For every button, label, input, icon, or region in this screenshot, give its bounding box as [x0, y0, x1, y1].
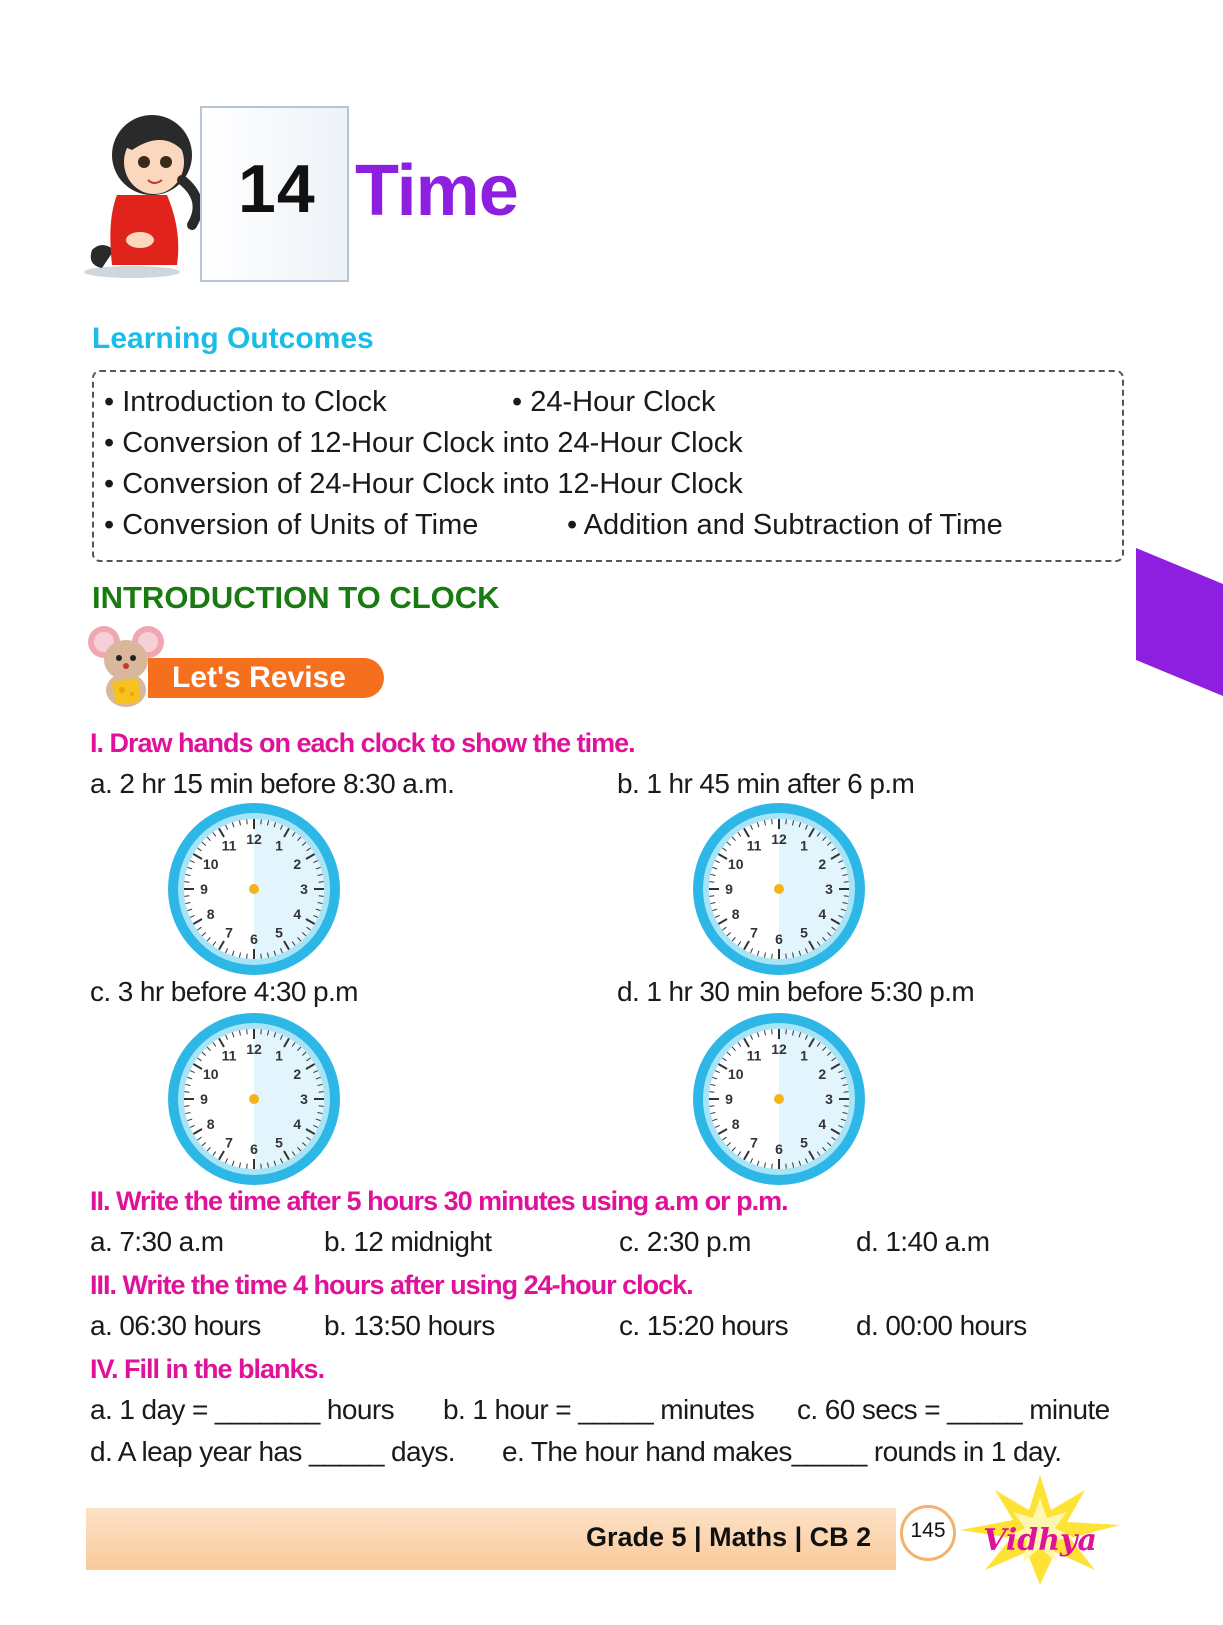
- clock-number: 9: [725, 881, 733, 897]
- question-3d: d. 00:00 hours: [856, 1310, 1027, 1341]
- clock-tick: [261, 819, 262, 824]
- clock-number: 8: [206, 1116, 215, 1132]
- clock-number: 6: [775, 931, 783, 947]
- clock-number: 3: [825, 881, 833, 897]
- clock-number: 7: [750, 1134, 758, 1151]
- outcome-item: • 24-Hour Clock: [512, 386, 716, 418]
- question-4-heading: IV. Fill in the blanks.: [90, 1354, 325, 1384]
- clock-number: 11: [746, 1047, 762, 1064]
- clock-tick: [247, 954, 248, 959]
- clock-number: 8: [206, 906, 215, 922]
- clock-number: 4: [818, 1116, 827, 1132]
- question-4e: e. The hour hand makes_____ rounds in 1 day.: [502, 1436, 1062, 1467]
- question-3b: b. 13:50 hours: [324, 1310, 495, 1341]
- clock-number: 10: [727, 856, 744, 872]
- clock-number: 4: [818, 906, 827, 922]
- clock-tick: [261, 1164, 262, 1169]
- question-4d: d. A leap year has _____ days.: [90, 1436, 455, 1467]
- clock-tick: [184, 896, 189, 897]
- clock-tick: [772, 1164, 773, 1169]
- question-3-heading: III. Write the time 4 hours after using 24-hour clock.: [90, 1270, 693, 1300]
- clock-number: 2: [293, 1066, 302, 1082]
- clock-tick: [184, 882, 189, 883]
- clock-face-c[interactable]: [165, 1010, 343, 1188]
- clock-tick: [319, 1092, 324, 1093]
- clock-number: 10: [202, 856, 219, 872]
- clock-tick: [709, 896, 714, 897]
- clock-number: 11: [221, 1047, 237, 1064]
- clock-tick: [247, 819, 248, 824]
- clock-number: 7: [225, 924, 233, 941]
- question-1a: a. 2 hr 15 min before 8:30 a.m.: [90, 768, 455, 799]
- outcome-item: • Conversion of Units of Time: [104, 509, 479, 541]
- clock-center-dot: [774, 1094, 784, 1104]
- clock-tick: [709, 882, 714, 883]
- question-4a: a. 1 day = _______ hours: [90, 1394, 394, 1425]
- clock-number: 1: [800, 1047, 808, 1064]
- clock-number: 12: [246, 1041, 262, 1057]
- clock-tick: [844, 1106, 849, 1107]
- footer-grade-subject: Grade 5 | Maths | CB 2: [586, 1522, 872, 1552]
- clock-number: 2: [818, 856, 827, 872]
- clock-number: 9: [200, 881, 208, 897]
- clock-center-dot: [249, 1094, 259, 1104]
- page-number: 145: [910, 1519, 946, 1542]
- clock-tick: [261, 954, 262, 959]
- clock-tick: [844, 1092, 849, 1093]
- question-4b: b. 1 hour = _____ minutes: [443, 1394, 755, 1425]
- clock-number: 6: [250, 1141, 258, 1157]
- question-2a: a. 7:30 a.m: [90, 1226, 224, 1257]
- clock-number: 2: [293, 856, 302, 872]
- clock-tick: [319, 1106, 324, 1107]
- question-2b: b. 12 midnight: [324, 1226, 492, 1257]
- mouse-icon: [86, 620, 166, 710]
- logo-text: Vidhya: [983, 1523, 1097, 1558]
- question-1-heading: I. Draw hands on each clock to show the time.: [90, 728, 635, 758]
- clock-tick: [844, 896, 849, 897]
- outcome-item: • Conversion of 12-Hour Clock into 24-Hour Clock: [104, 427, 743, 459]
- clock-number: 11: [221, 837, 237, 854]
- clock-tick: [184, 1092, 189, 1093]
- clock-number: 10: [727, 1066, 744, 1082]
- lets-revise-label: Let's Revise: [172, 661, 346, 694]
- clock-number: 5: [800, 924, 808, 941]
- clock-number: 8: [731, 906, 740, 922]
- question-2d: d. 1:40 a.m: [856, 1226, 990, 1257]
- clock-tick: [261, 1029, 262, 1034]
- clock-tick: [184, 1106, 189, 1107]
- clock-tick: [786, 819, 787, 824]
- clock-number: 5: [275, 1134, 283, 1151]
- clock-tick: [709, 1106, 714, 1107]
- clock-number: 3: [300, 881, 308, 897]
- clock-number: 3: [300, 1091, 308, 1107]
- clock-number: 1: [800, 837, 808, 854]
- clock-number: 8: [731, 1116, 740, 1132]
- clock-number: 12: [771, 1041, 787, 1057]
- outcome-item: • Conversion of 24-Hour Clock into 12-Hour Clock: [104, 468, 743, 500]
- clock-number: 5: [275, 924, 283, 941]
- clock-number: 11: [746, 837, 762, 854]
- clock-number: 12: [246, 831, 262, 847]
- clock-number: 4: [293, 906, 302, 922]
- clock-number: 7: [750, 924, 758, 941]
- clock-face-d[interactable]: [690, 1010, 868, 1188]
- clock-number: 6: [250, 931, 258, 947]
- clock-tick: [844, 882, 849, 883]
- chapter-title: Time: [355, 151, 518, 231]
- clock-tick: [786, 954, 787, 959]
- question-3c: c. 15:20 hours: [619, 1310, 789, 1341]
- clock-tick: [772, 954, 773, 959]
- learning-outcomes-heading: Learning Outcomes: [92, 322, 374, 355]
- clock-tick: [709, 1092, 714, 1093]
- clock-face-a[interactable]: [165, 800, 343, 978]
- clock-tick: [247, 1029, 248, 1034]
- clock-tick: [786, 1164, 787, 1169]
- outcome-item: • Introduction to Clock: [104, 386, 387, 418]
- clock-tick: [319, 896, 324, 897]
- chapter-side-tab: [1136, 548, 1223, 696]
- clock-number: 10: [202, 1066, 219, 1082]
- clock-tick: [786, 1029, 787, 1034]
- clock-tick: [772, 1029, 773, 1034]
- question-1b: b. 1 hr 45 min after 6 p.m: [617, 768, 915, 799]
- section-heading: INTRODUCTION TO CLOCK: [92, 580, 500, 615]
- chapter-number: 14: [238, 151, 316, 227]
- clock-number: 1: [275, 837, 283, 854]
- question-3a: a. 06:30 hours: [90, 1310, 261, 1341]
- question-1c: c. 3 hr before 4:30 p.m: [90, 976, 358, 1007]
- clock-number: 12: [771, 831, 787, 847]
- clock-tick: [772, 819, 773, 824]
- clock-number: 6: [775, 1141, 783, 1157]
- clock-number: 3: [825, 1091, 833, 1107]
- clock-number: 7: [225, 1134, 233, 1151]
- clock-center-dot: [774, 884, 784, 894]
- clock-tick: [319, 882, 324, 883]
- question-4c: c. 60 secs = _____ minute: [797, 1394, 1110, 1425]
- clock-face-b[interactable]: [690, 800, 868, 978]
- clock-number: 1: [275, 1047, 283, 1064]
- clock-number: 5: [800, 1134, 808, 1151]
- clock-number: 2: [818, 1066, 827, 1082]
- clock-center-dot: [249, 884, 259, 894]
- outcome-item: • Addition and Subtraction of Time: [567, 509, 1003, 541]
- clock-tick: [247, 1164, 248, 1169]
- question-2c: c. 2:30 p.m: [619, 1226, 751, 1257]
- clock-number: 9: [200, 1091, 208, 1107]
- question-2-heading: II. Write the time after 5 hours 30 minutes using a.m or p.m.: [90, 1186, 788, 1216]
- question-1d: d. 1 hr 30 min before 5:30 p.m: [617, 976, 975, 1007]
- clock-number: 4: [293, 1116, 302, 1132]
- clock-number: 9: [725, 1091, 733, 1107]
- vidhya-logo: [955, 1470, 1125, 1590]
